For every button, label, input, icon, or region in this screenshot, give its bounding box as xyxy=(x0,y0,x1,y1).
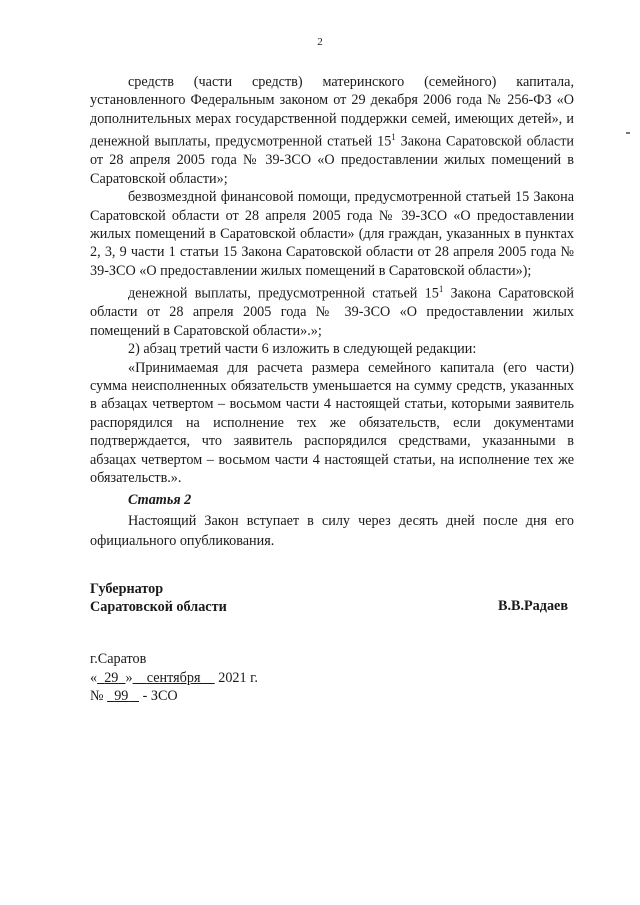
paragraph-1-text: средств (части средств) материнского (семейного) капитала, установленного Федеральным законом от 29 декабря 2006 года № 256-ФЗ «О дополнительных мерах государственной поддержки семей, имеющих детей», и денежной выплаты, предусмотренной статьей 15 xyxy=(90,74,574,150)
date-month-value: сентября xyxy=(146,669,201,686)
paragraph-4-text: 2) абзац третий части 6 изложить в следующей редакции: xyxy=(128,341,477,358)
number-prefix: № xyxy=(90,688,104,704)
date-month xyxy=(133,670,215,686)
number-line xyxy=(90,687,258,706)
paragraph-1 xyxy=(90,73,574,188)
paragraph-2-text: безвозмездной финансовой помощи, предусмотренной статьей 15 Закона Саратовской области от 28 апреля 2005 года № 39-ЗСО «О предоставлении жилых помещений в Саратовской области» (для граждан, указанных в пунктах 2, 3, 9 части 1 статьи 15 Закона Саратовской области от 28 апреля 2005 года № 39-ЗСО «О предоставлении жилых помещений в Саратовской области»); xyxy=(90,189,574,279)
number-value: 99 xyxy=(114,688,129,704)
signature-name: В.В.Радаев xyxy=(498,598,569,614)
paragraph-4 xyxy=(90,340,574,358)
scan-speck xyxy=(626,132,630,134)
paragraph-3 xyxy=(90,280,574,340)
paragraph-1-sup: 1 xyxy=(391,132,396,143)
date-open-quote: « xyxy=(90,669,98,686)
place-date-block xyxy=(90,650,258,706)
paragraph-3-tail: Закона Саратовской области от 28 апреля 2005 года № 39-ЗСО «О предоставлении жилых помещений в Саратовской области».»; xyxy=(90,285,574,339)
city-line: г.Саратов xyxy=(90,651,147,667)
date-day-value: 29 xyxy=(104,669,119,686)
date-day xyxy=(97,670,125,686)
law-body-text xyxy=(90,73,574,487)
paragraph-1-tail: Закона Саратовской области от 28 апреля 2005 года № 39-ЗСО «О предоставлении жилых помещений в Саратовской области»; xyxy=(90,133,575,187)
signature-title-line1: Губернатор xyxy=(90,581,164,597)
paragraph-3-text: денежной выплаты, предусмотренной статьей 15 xyxy=(128,285,439,302)
signature-title xyxy=(90,580,227,616)
article-heading: Статья 2 xyxy=(128,492,192,508)
paragraph-5-text: «Принимаемая для расчета размера семейного капитала (его части) сумма неисполненных обязательств уменьшается на сумму средств, указанных в абзацах четвертом – восьмом части 4 настоящей статьи, которыми заявитель распорядился на исполнение тех же обязательств, если документами подтверждается, что заявитель распорядился средствами, указанными в абзацах четвертом – восьмом части 4 настоящей статьи, на исполнение тех же обязательств.». xyxy=(90,359,574,486)
paragraph-5 xyxy=(90,359,574,488)
number-underline xyxy=(107,688,139,704)
date-close-quote: » xyxy=(125,669,133,686)
paragraph-3-sup: 1 xyxy=(438,284,444,295)
article-text: Настоящий Закон вступает в силу через десять дней после дня его официального опубликования. xyxy=(90,513,574,549)
signature-title-line2: Саратовской области xyxy=(90,599,227,615)
date-line xyxy=(90,669,258,688)
page-number: 2 xyxy=(317,36,323,48)
number-suffix: - ЗСО xyxy=(142,688,178,704)
date-year: 2021 г. xyxy=(218,669,258,686)
paragraph-2 xyxy=(90,188,574,280)
